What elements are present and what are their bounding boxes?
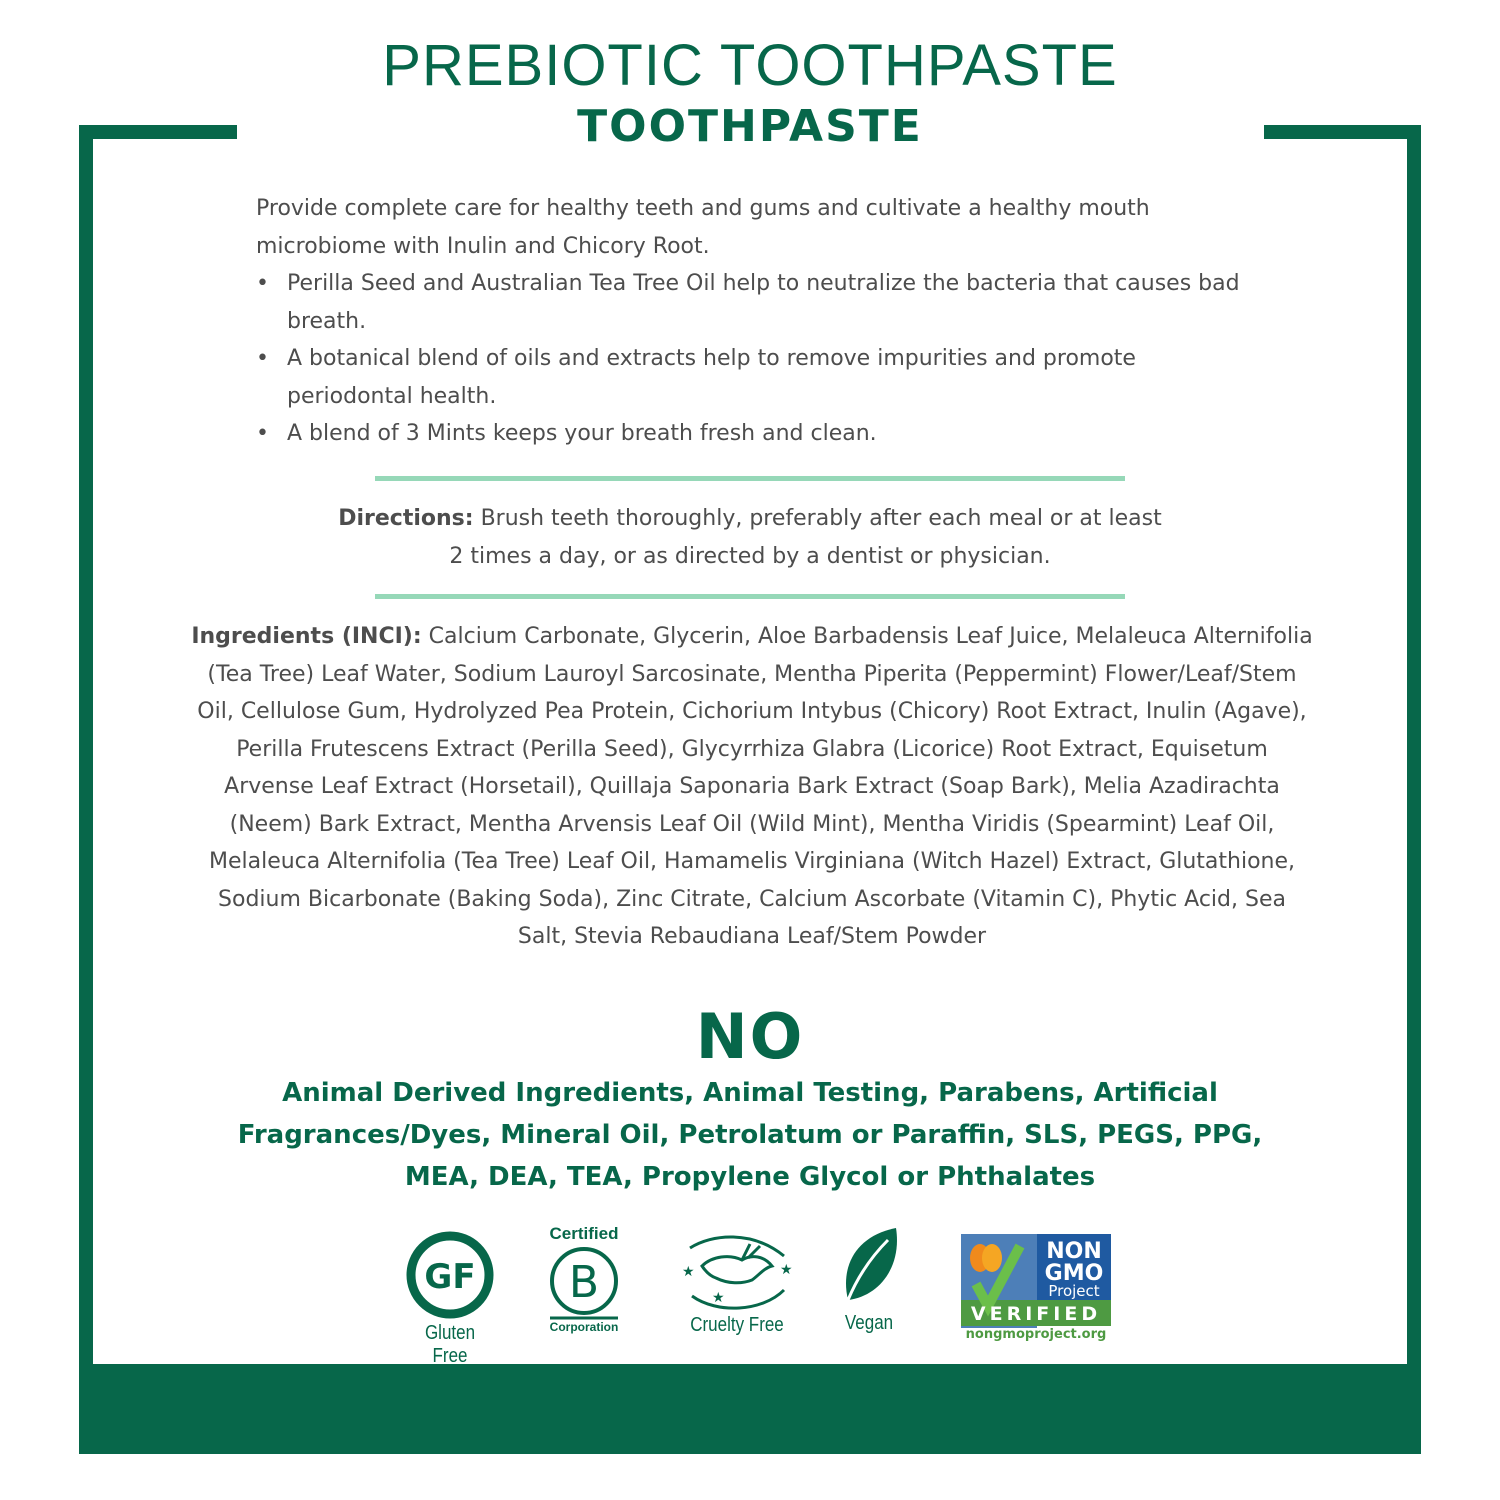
ingredients-paragraph — [190, 618, 1314, 956]
list-item: • A botanical blend of oils and extracts help to remove impurities and promote periodontal health. — [256, 340, 1256, 415]
page-subtitle: TOOTHPASTE — [577, 101, 923, 152]
directions-paragraph — [330, 500, 1170, 575]
frame-right — [1407, 125, 1421, 1365]
cruelty-free-label: Cruelty Free — [690, 1314, 784, 1336]
vegan-badge — [836, 1226, 902, 1335]
non-gmo-line1: NON — [1046, 1239, 1102, 1264]
cruelty-free-badge — [672, 1226, 802, 1337]
svg-text:★: ★ — [780, 1262, 793, 1278]
divider — [375, 594, 1125, 599]
ingredients-label: Ingredients (INCI): — [191, 624, 422, 649]
b-corp-badge — [540, 1224, 628, 1334]
intro-paragraph: Provide complete care for healthy teeth and gums and cultivate a healthy mouth microbiome with Inulin and Chicory Root. — [256, 196, 1150, 259]
svg-text:★: ★ — [712, 1290, 725, 1306]
b-corp-bottom: Corporation — [549, 1320, 619, 1334]
vegan-label: Vegan — [844, 1312, 894, 1334]
gluten-free-icon — [400, 1228, 500, 1324]
b-corp-mark: B — [568, 1257, 600, 1308]
directions-text: Brush teeth thoroughly, preferably after each meal or at least 2 times a day, or as directed by a dentist or physician. — [449, 506, 1162, 569]
non-gmo-line3: Project — [1048, 1282, 1100, 1300]
svg-text:★: ★ — [682, 1264, 695, 1280]
butterfly-icon — [958, 1232, 1114, 1342]
gluten-free-mark: GF — [424, 1257, 476, 1297]
b-corp-top: Certified — [549, 1224, 619, 1243]
non-gmo-url: nongmoproject.org — [965, 1327, 1107, 1342]
leaf-icon — [836, 1226, 902, 1312]
leaping-bunny-icon — [672, 1226, 802, 1314]
free-from-list: Animal Derived Ingredients, Animal Testing, Parabens, Artificial Fragrances/Dyes, Mineral Oil, Petrolatum or Paraffin, SLS, PEGS, PPG, MEA, DEA, TEA, Propylene Glycol or Phthalates — [237, 1078, 1263, 1192]
gluten-free-badge — [400, 1228, 500, 1368]
b-corp-icon — [540, 1244, 628, 1322]
page-title: PREBIOTIC TOOTHPASTE — [382, 33, 1118, 98]
benefits-list — [256, 265, 1256, 453]
list-item: • A blend of 3 Mints keeps your breath fresh and clean. — [256, 415, 1256, 453]
free-from-heading: NO — [695, 1000, 805, 1073]
non-gmo-verified: VERIFIED — [970, 1303, 1102, 1325]
directions-label: Directions: — [338, 506, 474, 531]
gluten-free-label: Gluten Free — [424, 1322, 476, 1367]
non-gmo-badge — [958, 1232, 1114, 1342]
non-gmo-line2: GMO — [1044, 1261, 1104, 1286]
frame-bottom-band — [79, 1364, 1421, 1454]
frame-left — [79, 125, 93, 1365]
list-item: • Perilla Seed and Australian Tea Tree Oil help to neutralize the bacteria that causes bad breath. — [256, 265, 1256, 340]
ingredients-text: Calcium Carbonate, Glycerin, Aloe Barbadensis Leaf Juice, Melaleuca Alternifolia (Tea Tree) Leaf Water, Sodium Lauroyl Sarcosinate, Mentha Piperita (Peppermint) Flower/Leaf/Stem Oil, Cellulose Gum, Hydrolyzed Pea Protein, Cichorium Intybus (Chicory) Root Extract, Inulin (Agave), Perilla Frutescens Extract (Perilla Seed), Glycyrrhiza Glabra (Licorice) Root Extract, Equisetum Arvense Leaf Extract (Horsetail), Quillaja Saponaria Bark Extract (Soap Bark), Melia Azadirachta (Neem) Bark Extract, Mentha Arvensis Leaf Oil (Wild Mint), Mentha Viridis (Spearmint) Leaf Oil, Melaleuca Alternifolia (Tea Tree) Leaf Oil, Hamamelis Virginiana (Witch Hazel) Extract, Glutathione, Sodium Bicarbonate (Baking Soda), Zinc Citrate, Calcium Ascorbate (Vitamin C), Phytic Acid, Sea Salt, Stevia Rebaudiana Leaf/Stem Powder — [197, 624, 1313, 949]
divider — [375, 476, 1125, 481]
